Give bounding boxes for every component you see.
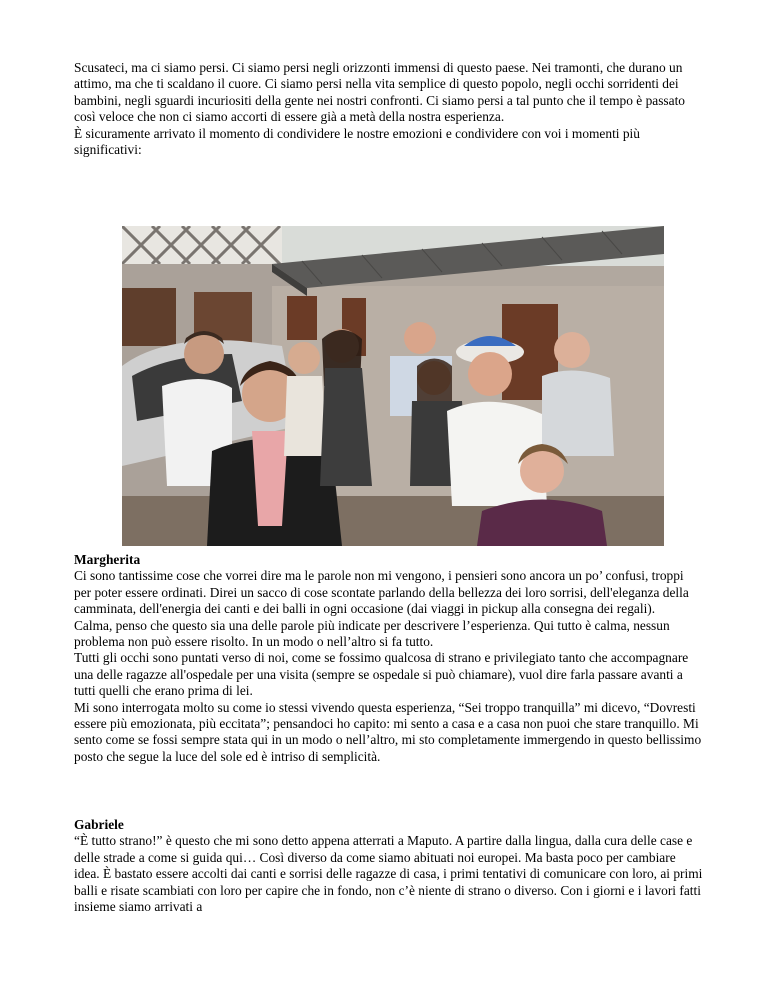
section-paragraph: “È tutto strano!” è questo che mi sono detto appena atterrati a Maputo. A partire dalla lingua, dalla cura delle case e delle strade a come si guida qui… Così diverso da come siamo abituati noi europei. Ma basta poco per cambiare idea. È bastato essere accolti dai canti e sorrisi delle ragazze di casa, i primi tentativi di comunicare con loro, ai primi balli e risate scambiati con loro per capire che in fondo, non c’è niente di strano o diverso. Con i giorni e i lavori fatti insieme siamo arrivati a: [74, 833, 703, 915]
section-paragraph: Ci sono tantissime cose che vorrei dire ma le parole non mi vengono, i pensieri sono ancora un po’ confusi, troppi per poter essere ordinati. Direi un sacco di cose scontate parlando della bellezza dei loro sorrisi, dell'eleganza della camminata, dell'energia dei canti e dei balli in ogni occasione (dai viaggi in pickup alla consegna dei regali).: [74, 568, 689, 617]
section-paragraph: Tutti gli occhi sono puntati verso di noi, come se fossimo qualcosa di strano e privilegiato tanto che accompagnare una delle ragazze all'ospedale per una visita (sempre se ospedale si può chiamare), vuol dire farla passare avanti a tutti quelli che erano prima di lei.: [74, 650, 689, 699]
gabriele-section: [74, 817, 704, 915]
section-heading-margherita: Margherita: [74, 552, 141, 567]
margherita-section: [74, 552, 704, 765]
intro-paragraph: È sicuramente arrivato il momento di condividere le nostre emozioni e condividere con voi i momenti più significativi:: [74, 125, 640, 158]
intro-section: [74, 60, 704, 158]
group-photo: [122, 226, 664, 546]
section-paragraph: Calma, penso che questo sia una delle parole più indicate per descrivere l’esperienza. Qui tutto è calma, nessun problema non può essere risolto. In un modo o nell’altro si fa tutto.: [74, 617, 670, 650]
intro-paragraph: Scusateci, ma ci siamo persi. Ci siamo persi negli orizzonti immensi di questo paese. Nei tramonti, che durano un attimo, ma che ti scaldano il cuore. Ci siamo persi nella vita semplice di questo popolo, negli occhi sorridenti dei bambini, negli sguardi incuriositi della gente nei nostri confronti. Ci siamo persi a tal punto che il tempo è passato così veloce che non ci siamo accorti di essere già a metà della nostra esperienza.: [74, 60, 685, 125]
section-heading-gabriele: Gabriele: [74, 817, 124, 832]
section-paragraph: Mi sono interrogata molto su come io stessi vivendo questa esperienza, “Sei troppo tranquilla” mi dicevo, “Dovresti essere più emozionata, più eccitata”; pensandoci ho capito: mi sento a casa e a casa non puoi che stare tranquillo. Mi sento come se fossi sempre stata qui in un modo o nell’altro, mi sto completamente immergendo in questo bellissimo posto che segue la luce del sole ed è intriso di semplicità.: [74, 699, 702, 764]
